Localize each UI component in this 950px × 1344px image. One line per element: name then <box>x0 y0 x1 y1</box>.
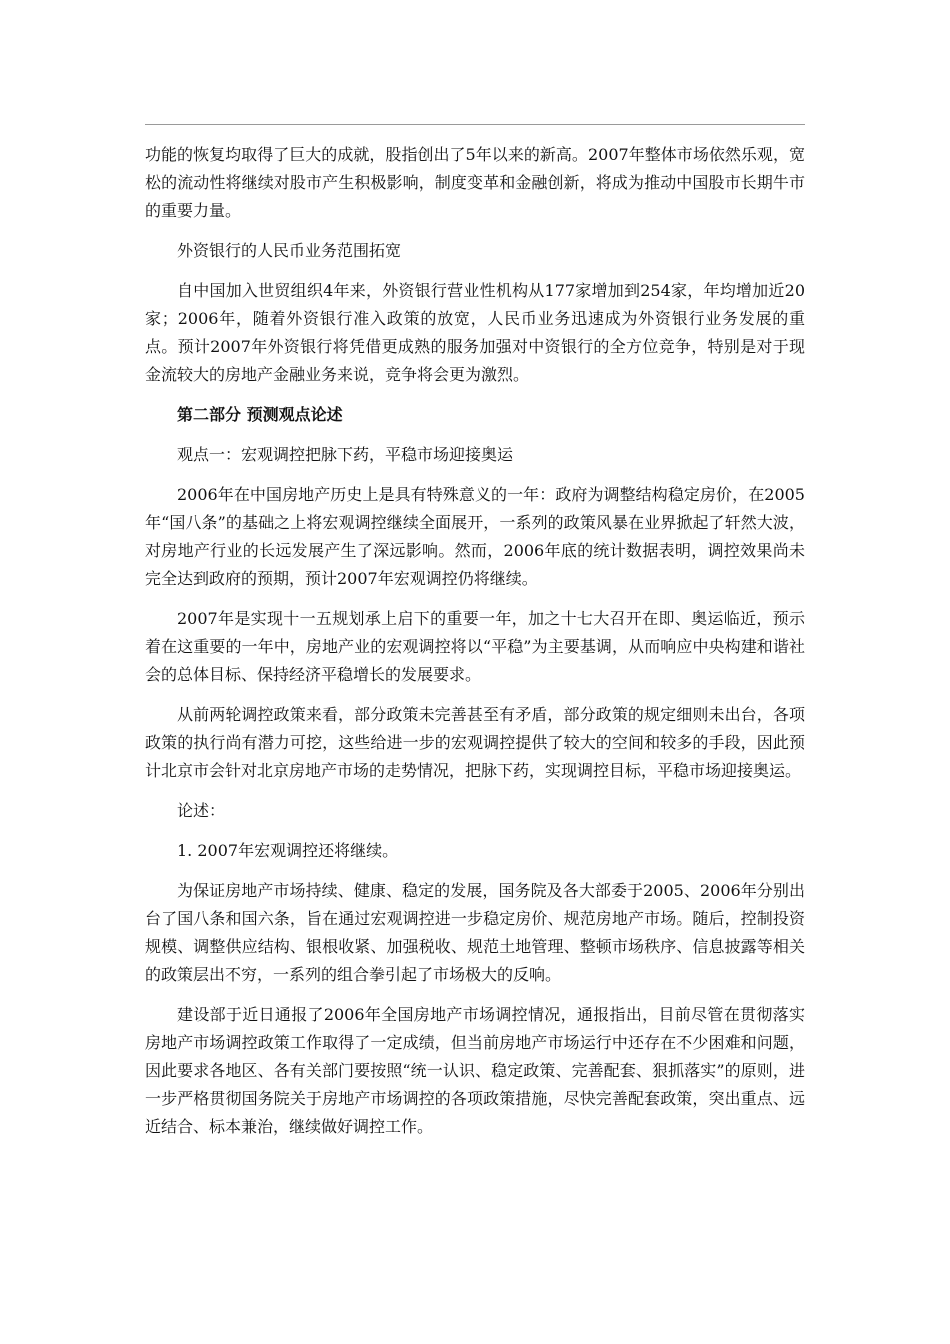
paragraph-market-outlook: 功能的恢复均取得了巨大的成就，股指创出了5年以来的新高。2007年整体市场依然乐观，宽松的流动性将继续对股市产生积极影响，制度变革和金融创新，将成为推动中国股市长期牛市的重要力量。 <box>145 145 805 220</box>
paragraph-ministry-report: 建设部于近日通报了2006年全国房地产市场调控情况，通报指出，目前尽管在贯彻落实房地产市场调控政策工作取得了一定成绩，但当前房地产市场运行中还存在不少困难和问题，因此要求各地区、各有关部门要按照“统一认识、稳定政策、完善配套、狠抓落实”的原则，进一步严格贯彻国务院关于房地产市场调控的各项政策措施，尽快完善配套政策，突出重点、远近结合、标本兼治，继续做好调控工作。 <box>145 1005 805 1136</box>
list-item-one: 1. 2007年宏观调控还将继续。 <box>177 841 399 860</box>
document-body <box>145 141 805 1153</box>
paragraph-state-council: 为保证房地产市场持续、健康、稳定的发展，国务院及各大部委于2005、2006年分别出台了国八条和国六条，旨在通过宏观调控进一步稳定房价、规范房地产市场。随后，控制投资规模、调整供应结构、银根收紧、加强税收、规范土地管理、整顿市场秩序、信息披露等相关的政策层出不穷，一系列的组合拳引起了市场极大的反响。 <box>145 881 805 984</box>
heading-viewpoint-one: 观点一：宏观调控把脉下药，平稳市场迎接奥运 <box>177 445 514 464</box>
paragraph-2007-stability: 2007年是实现十一五规划承上启下的重要一年，加之十七大召开在即、奥运临近，预示着在这重要的一年中，房地产业的宏观调控将以“平稳”为主要基调，从而响应中央构建和谐社会的总体目标、保持经济平稳增长的发展要求。 <box>145 609 805 684</box>
section-heading-part-two: 第二部分 预测观点论述 <box>177 405 343 424</box>
header-rule <box>145 124 805 125</box>
paragraph-policy-review: 从前两轮调控政策来看，部分政策未完善甚至有矛盾，部分政策的规定细则未出台，各项政策的执行尚有潜力可挖，这些给进一步的宏观调控提供了较大的空间和较多的手段，因此预计北京市会针对北京房地产市场的走势情况，把脉下药，实现调控目标，平稳市场迎接奥运。 <box>145 705 805 780</box>
paragraph-2006-policy: 2006年在中国房地产历史上是具有特殊意义的一年：政府为调整结构稳定房价，在2005年“国八条”的基础之上将宏观调控继续全面展开，一系列的政策风暴在业界掀起了轩然大波，对房地产行业的长远发展产生了深远影响。然而，2006年底的统计数据表明，调控效果尚未完全达到政府的预期，预计2007年宏观调控仍将继续。 <box>145 485 805 588</box>
paragraph-foreign-banks: 自中国加入世贸组织4年来，外资银行营业性机构从177家增加到254家，年均增加近20家；2006年，随着外资银行准入政策的放宽，人民币业务迅速成为外资银行业务发展的重点。预计2007年外资银行将凭借更成熟的服务加强对中资银行的全方位竞争，特别是对于现金流较大的房地产金融业务来说，竞争将会更为激烈。 <box>145 281 805 384</box>
heading-foreign-banks: 外资银行的人民币业务范围拓宽 <box>177 241 402 260</box>
heading-discussion: 论述： <box>177 801 226 820</box>
